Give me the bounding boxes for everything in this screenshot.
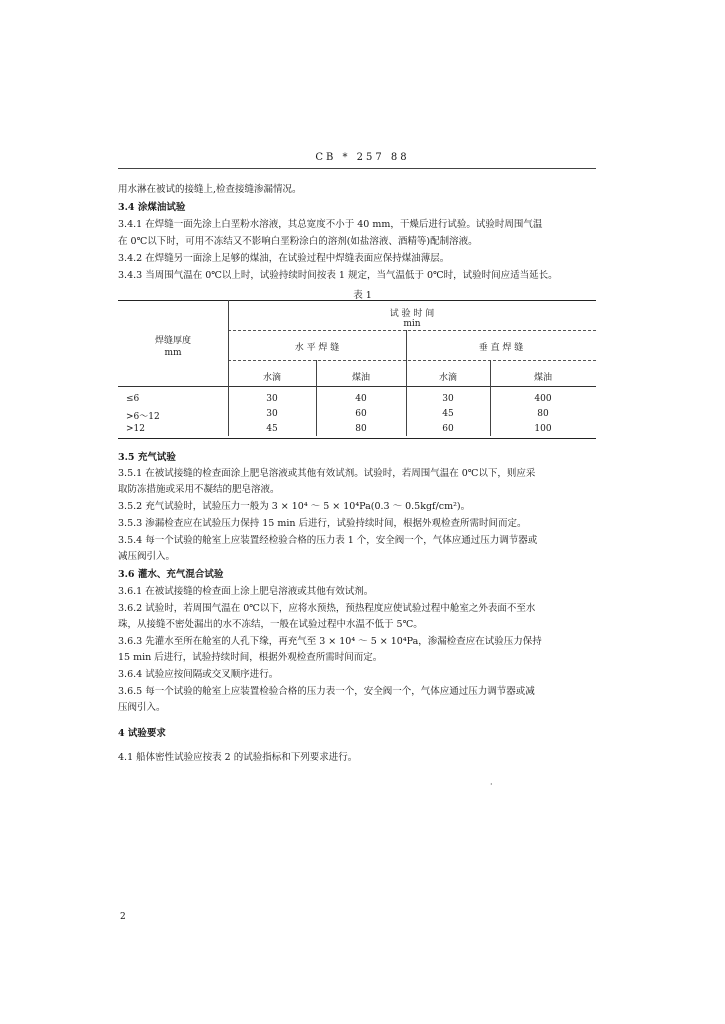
paragraph: 3.4.3 当周围气温在 0℃以上时，试验持续时间按表 1 规定，当气温低于 0℃时，试验时间应适当延长。 bbox=[118, 270, 558, 281]
paragraph: 用水淋在被试的接缝上,检查接缝渗漏情况。 bbox=[118, 184, 302, 195]
section-heading: 3.5 充气试验 bbox=[118, 452, 176, 463]
table-row-header: 焊缝厚度 bbox=[154, 336, 191, 346]
table-cell: 400 bbox=[534, 394, 552, 404]
table-bottom-rule bbox=[118, 438, 596, 439]
section-heading: 4 试验要求 bbox=[118, 728, 166, 739]
paragraph: 3.4.1 在焊缝一面先涂上白垩粉水溶液，其总宽度不小于 40 mm，干燥后进行试验。试验时周围气温 bbox=[118, 219, 543, 230]
paragraph: 3.4.2 在焊缝另一面涂上足够的煤油，在试验过程中焊缝表面应保持煤油薄层。 bbox=[118, 253, 450, 264]
paragraph: 3.5.2 充气试验时，试验压力一般为 3 × 10⁴ ～ 5 × 10⁴Pa(0.3 ～ 0.5kgf/cm²)。 bbox=[118, 501, 471, 512]
paragraph: 压阀引入。 bbox=[118, 702, 166, 713]
paragraph: 15 min 后进行，试验持续时间，根据外观检查所需时间而定。 bbox=[118, 652, 383, 663]
table-cell: 45 bbox=[266, 424, 278, 434]
table-cell: 100 bbox=[534, 424, 552, 434]
table-cell: 80 bbox=[537, 409, 549, 419]
table-header-rule bbox=[118, 386, 596, 387]
header-rule bbox=[118, 168, 596, 169]
table-rule bbox=[228, 360, 596, 361]
table-cell: 80 bbox=[355, 424, 367, 434]
paragraph: 减压阀引入。 bbox=[118, 551, 176, 562]
table-subheader: 煤油 bbox=[351, 373, 370, 383]
table-cell: 60 bbox=[442, 424, 454, 434]
paragraph: 3.5.1 在被试接缝的检查面涂上肥皂溶液或其他有效试剂。试验时，若周围气温在 0℃以下，则应采 bbox=[118, 468, 536, 479]
table-group-header: 垂 直 焊 缝 bbox=[478, 343, 524, 353]
table-unit: min bbox=[403, 319, 421, 329]
table-cell: 40 bbox=[355, 394, 367, 404]
paragraph: 3.5.4 每一个试验的舱室上应装置经检验合格的压力表 1 个，安全阀一个，气体应通过压力调节器或 bbox=[118, 535, 538, 546]
table-caption: 表 1 bbox=[353, 290, 372, 301]
paragraph: 3.6.5 每一个试验的舱室上应装置检验合格的压力表一个，安全阀一个，气体应通过压力调节器或减 bbox=[118, 686, 535, 697]
table-row-header-unit: mm bbox=[164, 348, 182, 358]
table-cell: >12 bbox=[126, 424, 145, 434]
table-subheader: 煤油 bbox=[533, 373, 552, 383]
table-rule bbox=[228, 330, 596, 331]
paragraph: 3.6.1 在被试接缝的检查面上涂上肥皂溶液或其他有效试剂。 bbox=[118, 586, 374, 597]
paragraph: 3.6.2 试验时，若周围气温在 0℃以下，应将水预热，预热程度应使试验过程中舱室之外表面不至水 bbox=[118, 603, 536, 614]
page-number: 2 bbox=[120, 912, 126, 922]
paragraph: 3.6.3 先灌水至所在舱室的人孔下缘，再充气至 3 × 10⁴ ～ 5 × 10⁴Pa，渗漏检查应在试验压力保持 bbox=[118, 636, 542, 647]
paragraph: 3.5.3 渗漏检查应在试验压力保持 15 min 后进行，试验持续时间，根据外观检查所需时间而定。 bbox=[118, 518, 527, 529]
paragraph: 珠，从接缝不密处漏出的水不冻结，一般在试验过程中水温不低于 5℃。 bbox=[118, 619, 423, 630]
table-cell: 45 bbox=[442, 409, 454, 419]
table-cell: >6～12 bbox=[126, 412, 160, 422]
table-subheader: 水滴 bbox=[262, 373, 281, 383]
table-top-rule bbox=[118, 300, 596, 301]
table-col-header: 试 验 时 间 bbox=[389, 309, 435, 319]
table-cell: ≤6 bbox=[126, 394, 140, 404]
table-cell: 30 bbox=[442, 394, 454, 404]
paragraph: 在 0℃以下时，可用不冻结又不影响白垩粉涂白的溶剂(如盐溶液、酒精等)配制溶液。 bbox=[118, 236, 478, 247]
table-group-header: 水 平 焊 缝 bbox=[294, 343, 340, 353]
paragraph: 4.1 船体密性试验应按表 2 的试验指标和下列要求进行。 bbox=[118, 752, 358, 763]
paragraph: 取防冻措施或采用不凝结的肥皂溶液。 bbox=[118, 484, 280, 495]
section-heading: 3.6 灌水、充气混合试验 bbox=[118, 569, 224, 580]
paragraph: 3.6.4 试验应按间隔或交叉顺序进行。 bbox=[118, 669, 279, 680]
speck: · bbox=[490, 780, 493, 789]
table-cell: 30 bbox=[266, 394, 278, 404]
table-cell: 60 bbox=[355, 409, 367, 419]
section-heading: 3.4 涂煤油试验 bbox=[118, 202, 186, 213]
table-cell: 30 bbox=[266, 409, 278, 419]
table-vline bbox=[406, 330, 407, 436]
page-header: CB * 257 88 bbox=[315, 152, 410, 163]
table-subheader: 水滴 bbox=[438, 373, 457, 383]
